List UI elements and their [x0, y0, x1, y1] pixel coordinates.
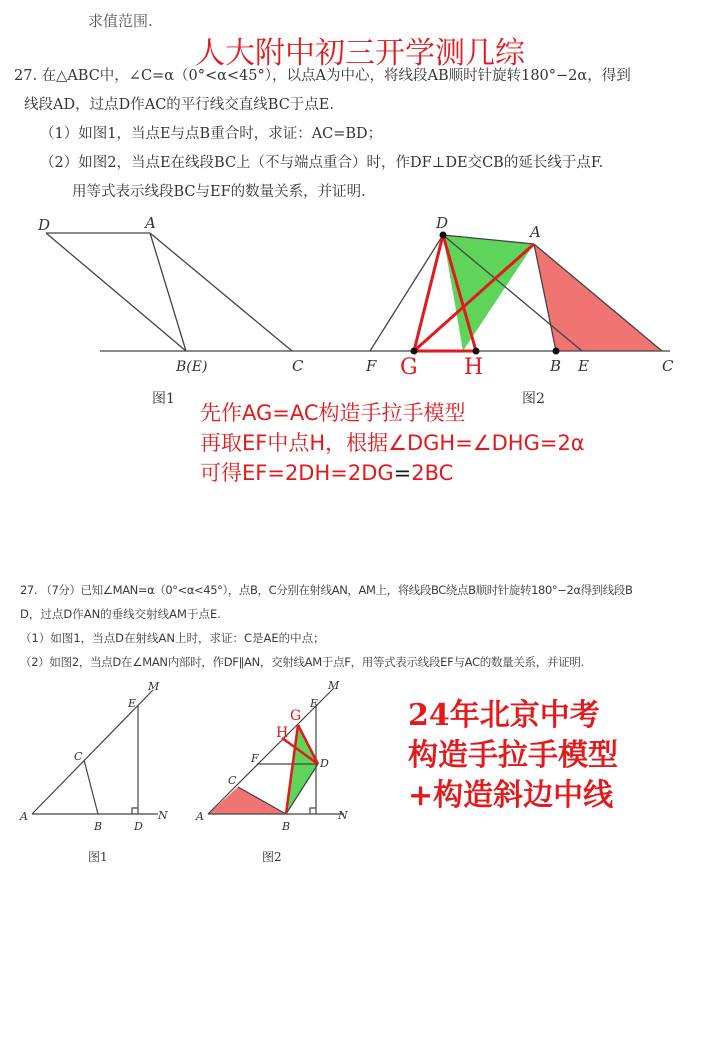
fig3-label-d: D: [134, 820, 143, 833]
solution-note: [200, 398, 585, 488]
problem1-line2: 线段AD，过点D作AC的平行线交直线BC于点E.: [24, 97, 334, 113]
fig2-green-triangle: [443, 235, 534, 351]
problem2-line4: （2）如图2，当点D在∠MAN内部时，作DF∥AN，交射线AM于点F，用等式表示线段EF与AC的数量关系，并证明.: [20, 655, 584, 669]
figure3-caption: 图1: [88, 850, 108, 864]
exam-note-line3: +构造斜边中线: [408, 778, 614, 813]
note-line3-c: 2BC: [411, 461, 454, 485]
note-line1: 先作AG=AC构造手拉手模型: [200, 401, 466, 425]
note-line3: [200, 458, 585, 488]
fig3-label-n: N: [158, 809, 168, 822]
problem2-line1: 27. （7分）已知∠MAN=α（0°<α<45°），点B，C分别在射线AN，AM上，将线段BC绕点B顺时针旋转180°−2α得到线段B: [20, 583, 633, 597]
fig4-label-b: B: [282, 820, 291, 833]
fig2-label-e: E: [578, 357, 589, 375]
fig2-label-g: G: [400, 355, 418, 380]
figure4-caption: 图2: [262, 850, 282, 864]
fig2-label-f: F: [366, 357, 377, 375]
fig2-label-d: D: [436, 214, 449, 232]
note-line3-b: =: [393, 461, 412, 485]
fig4-label-a: A: [196, 810, 204, 823]
fig3-label-c: C: [74, 750, 83, 763]
figure1-diagram: [30, 208, 360, 383]
problem1-line4: （2）如图2，当点E在线段BC上（不与端点重合）时，作DF⊥DE交CB的延长线于点F.: [40, 155, 604, 171]
fig3-label-a: A: [20, 810, 28, 823]
note-line2: 再取EF中点H，根据∠DGH=∠DHG=2α: [200, 431, 585, 455]
problem1-text: [14, 62, 714, 207]
exam-note-line2: 构造手拉手模型: [408, 738, 618, 773]
top-cut-text: 求值范围.: [88, 12, 153, 30]
page-title: 人大附中初三开学测几综: [195, 36, 525, 71]
fig1-label-c: C: [292, 357, 304, 375]
fig4-label-f: F: [251, 752, 259, 765]
problem2-text: [20, 578, 716, 674]
figure4-diagram: [194, 680, 374, 850]
exam-note: [408, 696, 618, 816]
figure2-diagram: [360, 208, 690, 383]
fig4-label-d: D: [320, 757, 329, 770]
fig1-label-d: D: [38, 216, 51, 234]
fig1-label-be: B(E): [176, 359, 208, 375]
problem2-line3: （1）如图1，当点D在射线AN上时，求证：C是AE的中点；: [20, 631, 325, 645]
fig4-label-e: E: [310, 697, 319, 710]
fig2-label-a: A: [530, 223, 541, 241]
note-line3-a: 可得EF=2DH=2DG: [200, 461, 394, 485]
fig3-label-m: M: [148, 680, 160, 693]
fig3-label-e: E: [128, 697, 137, 710]
fig4-label-m: M: [328, 680, 340, 692]
fig4-label-g: G: [290, 708, 302, 724]
problem1-line5: 用等式表示线段BC与EF的数量关系，并证明.: [72, 184, 366, 200]
figure3-diagram: [18, 680, 178, 850]
fig2-label-b: B: [550, 357, 562, 375]
problem1-line3: （1）如图1，当点E与点B重合时，求证：AC=BD；: [40, 126, 383, 142]
fig4-red-triangle: [208, 787, 286, 814]
fig3-label-b: B: [94, 820, 103, 833]
problem1-line1: 27. 在△ABC中，∠C=α（0°<α<45°），以点A为中心，将线段AB顺时针旋转180°−2α，得到: [14, 68, 631, 84]
figure2-caption: 图2: [522, 391, 545, 407]
fig4-label-c: C: [228, 774, 237, 787]
fig2-label-c: C: [662, 357, 674, 375]
figure1-caption: 图1: [152, 391, 175, 407]
exam-note-line1: 24年北京中考: [408, 698, 600, 733]
fig1-label-a: A: [145, 214, 156, 232]
fig4-label-n: N: [338, 809, 348, 822]
problem2-line2: D，过点D作AN的垂线交射线AM于点E.: [20, 607, 221, 621]
fig2-label-h: H: [464, 355, 484, 380]
fig4-label-h: H: [276, 725, 289, 741]
